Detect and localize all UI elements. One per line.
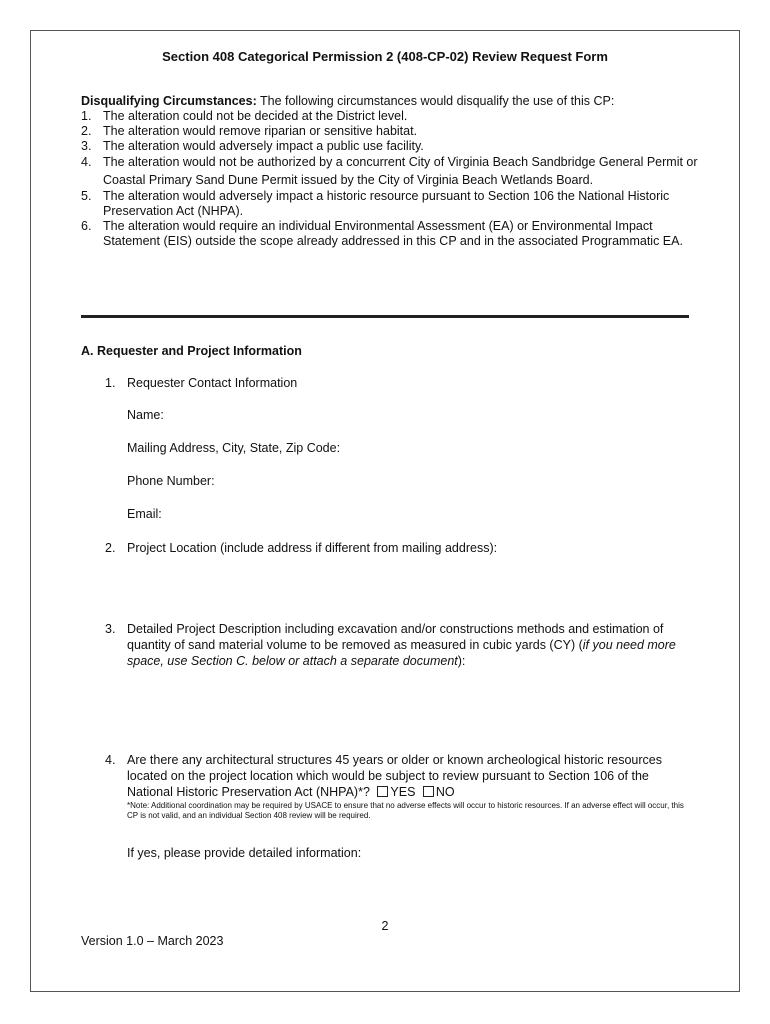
version-label: Version 1.0 – March 2023 xyxy=(81,934,224,948)
phone-field-label: Phone Number: xyxy=(127,474,215,488)
document-page xyxy=(30,30,740,992)
no-label: NO xyxy=(435,785,455,799)
item-historic-resources: 4. Are there any architectural structures 45 years or older or known archeological historic resources located on the project location which would be subject to review pursuant to Section 106 of the National Historic Preservation Act (NHPA)*? YES NO *Note: Additional coordination may be required by USACE to ensure that no adverse effects will occur to historic resources. If an adverse effect will occur, this CP is not valid, and an individual Section 408 review will be required. xyxy=(105,752,695,821)
disqualifying-circumstances xyxy=(81,94,701,249)
disqualifying-intro: The following circumstances would disqualify the use of this CP: xyxy=(256,94,615,108)
list-item: 3. The alteration would adversely impact a public use facility. xyxy=(81,139,424,153)
email-field-label: Email: xyxy=(127,507,162,521)
yes-checkbox[interactable] xyxy=(377,786,388,797)
list-item: 1. The alteration could not be decided at the District level. xyxy=(81,109,408,123)
yes-label: YES xyxy=(390,785,416,799)
item-project-location: 2. Project Location (include address if different from mailing address): xyxy=(105,541,498,555)
list-item: 5. The alteration would adversely impact a historic resource pursuant to Section 106 the National Historic Preservation Act (NHPA). xyxy=(81,189,670,218)
historic-note: *Note: Additional coordination may be required by USACE to ensure that no adverse effects will occur to historic resources. If an adverse effect will occur, this CP is not valid, and an individual Section 408 review will be required. xyxy=(127,801,684,820)
list-item: 4. The alteration would not be authorized by a concurrent City of Virginia Beach Sandbridge General Permit or Coastal Primary Sand Dune Permit issued by the City of Virginia Beach Wetlands Board. xyxy=(81,155,698,187)
item-project-description: 3. Detailed Project Description including excavation and/or constructions methods and estimation of quantity of sand material volume to be removed as measured in cubic yards (CY) (if you need more space, use Section C. below or attach a separate document): xyxy=(105,622,676,668)
disqualifying-list xyxy=(81,109,701,249)
disqualifying-heading: Disqualifying Circumstances: xyxy=(81,94,257,108)
page-number: 2 xyxy=(381,919,389,933)
form-title: Section 408 Categorical Permission 2 (408-CP-02) Review Request Form xyxy=(162,49,608,64)
name-field-label: Name: xyxy=(127,408,164,422)
list-item: 2. The alteration would remove riparian or sensitive habitat. xyxy=(81,124,418,138)
item-requester-contact: 1. Requester Contact Information xyxy=(105,376,298,390)
address-field-label: Mailing Address, City, State, Zip Code: xyxy=(127,441,341,455)
section-a-heading: A. Requester and Project Information xyxy=(81,344,302,358)
no-checkbox[interactable] xyxy=(423,786,434,797)
if-yes-label: If yes, please provide detailed information: xyxy=(127,846,362,860)
list-item: 6. The alteration would require an individual Environmental Assessment (EA) or Environmental Impact Statement (EIS) outside the scope already addressed in this CP and in the associated Programmatic EA. xyxy=(81,219,683,248)
section-divider xyxy=(81,315,689,318)
